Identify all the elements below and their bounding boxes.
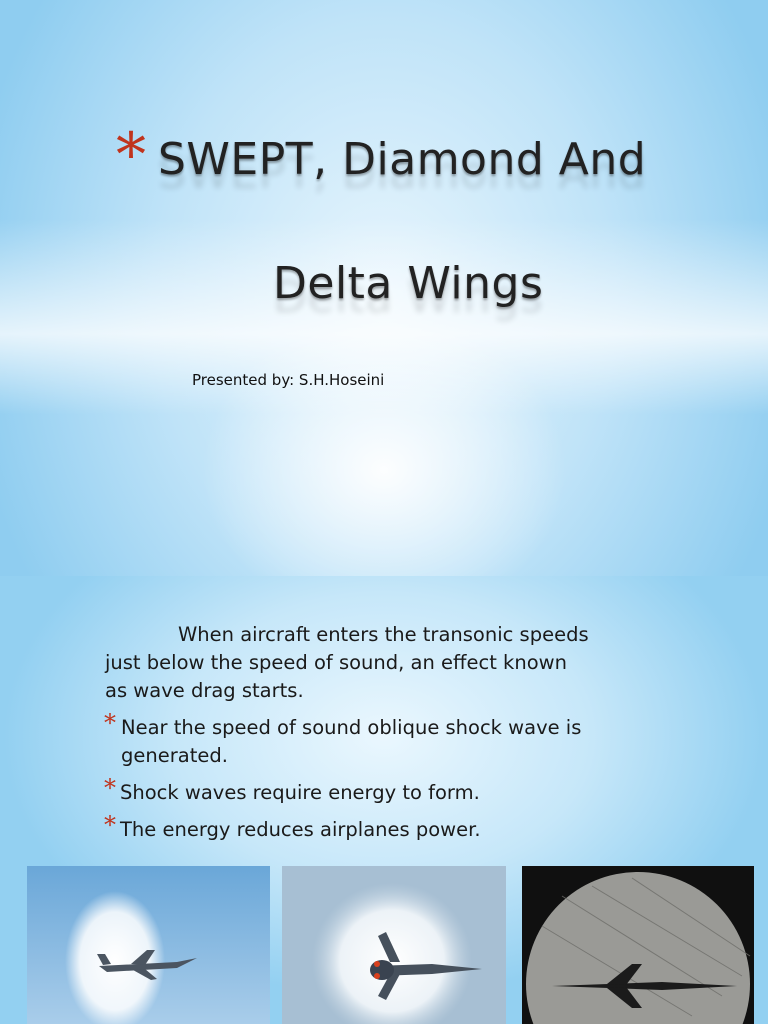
title-bullet-star: *	[116, 120, 146, 190]
bullet-star-2: *	[104, 774, 116, 802]
title-line-1: SWEPT, Diamond And	[158, 134, 647, 185]
wind-tunnel-schlieren-photo	[522, 866, 754, 1024]
bullet-2-line-1: Shock waves require energy to form.	[120, 781, 480, 804]
intro-line-3: as wave drag starts.	[105, 679, 304, 702]
jet-vapor-cone-side-photo	[27, 866, 270, 1024]
intro-line-2: just below the speed of sound, an effect known	[105, 651, 567, 674]
bullet-1-line-1: Near the speed of sound oblique shock wave is	[121, 716, 582, 739]
jet-vapor-cone-rear-photo	[282, 866, 506, 1024]
bullet-1-line-2: generated.	[121, 744, 228, 767]
bullet-star-3: *	[104, 811, 116, 839]
presenter-text: Presented by: S.H.Hoseini	[192, 371, 385, 389]
title-line-2: Delta Wings	[273, 258, 544, 309]
bullet-star-1: *	[104, 709, 116, 737]
intro-line-1: When aircraft enters the transonic speeds	[178, 623, 589, 646]
bullet-3-line-1: The energy reduces airplanes power.	[120, 818, 481, 841]
